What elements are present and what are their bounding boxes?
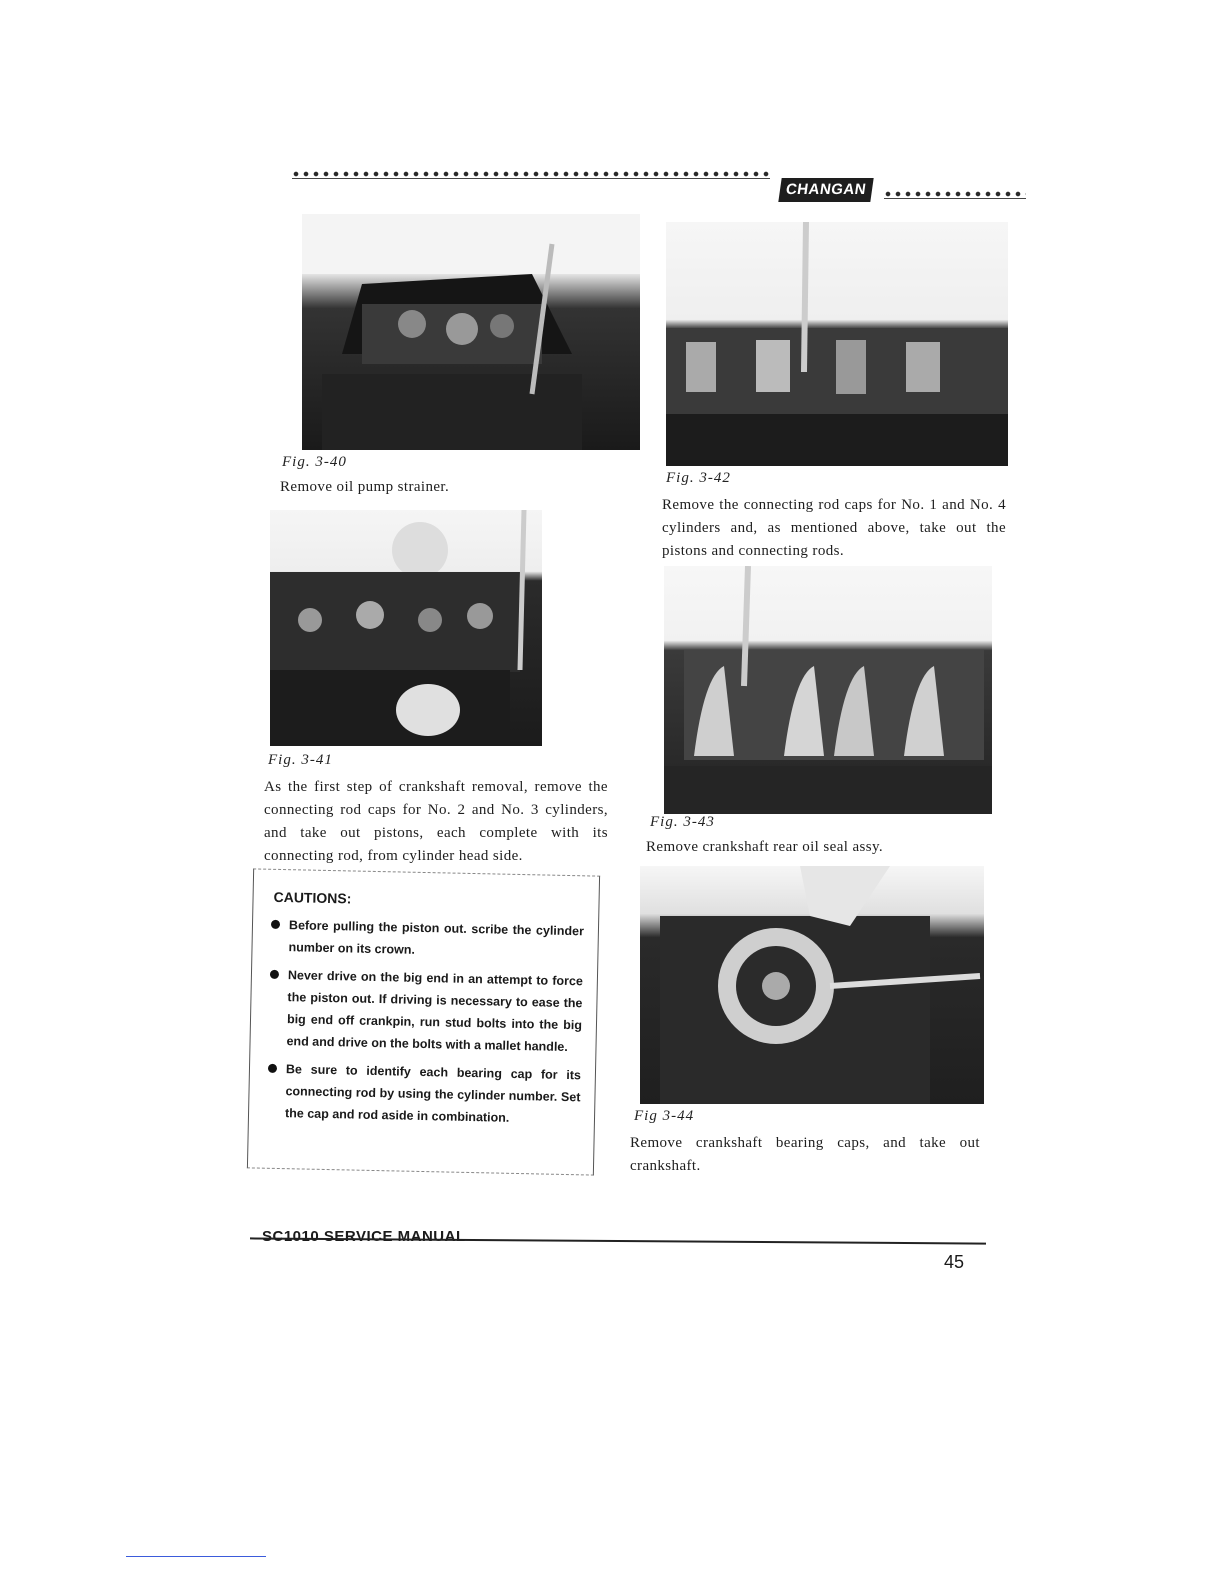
- header-ornament-left: [292, 170, 770, 179]
- figure-label: Fig 3-44: [634, 1108, 695, 1124]
- cautions-title: CAUTIONS:: [273, 888, 352, 907]
- photo-piston-removal: [270, 510, 542, 746]
- header-ornament-right: [884, 190, 1026, 199]
- photo-crankshaft-bearing-caps: [640, 866, 984, 1104]
- brand-logo: CHANGAN: [778, 178, 873, 202]
- figure-label: Fig. 3-42: [666, 470, 731, 486]
- figure-caption: Remove crankshaft rear oil seal assy.: [646, 839, 884, 855]
- cautions-list: [249, 913, 598, 1130]
- bottom-divider: [126, 1556, 266, 1557]
- figure-caption: Remove crankshaft bearing caps, and take out crankshaft.: [630, 1135, 980, 1174]
- manual-title: SC1010 SERVICE MANUAL: [262, 1228, 466, 1245]
- figure-label: Fig. 3-41: [268, 752, 333, 768]
- figure-caption: Remove oil pump strainer.: [280, 479, 450, 495]
- caution-item: Before pulling the piston out. scribe the cylinder number on its crown.: [270, 914, 584, 965]
- caution-item: Be sure to identify each bearing cap for its connecting rod by using the cylinder number. Set the cap and rod aside in combination.: [267, 1058, 581, 1131]
- figure-caption: Remove the connecting rod caps for No. 1 and No. 4 cylinders and, as mentioned above, take out the pistons and connecting rods.: [662, 497, 1006, 559]
- cautions-box: [247, 868, 600, 1175]
- page-number: 45: [944, 1252, 965, 1272]
- photo-rear-oil-seal: [664, 566, 992, 814]
- photo-oil-pump-strainer: [302, 214, 640, 450]
- caution-item: Never drive on the big end in an attempt to force the piston out. If driving is necessary to ease the big end off crankpin, run stud bolts into the big end and drive on the bolts with a mallet handle.: [268, 964, 583, 1059]
- photo-connecting-rod-caps: [666, 222, 1008, 466]
- figure-caption: As the first step of crankshaft removal, remove the connecting rod caps for No. 2 and No. 3 cylinders, and take out pistons, each complete with its connecting rod, from cylinder head side.: [264, 779, 608, 864]
- figure-label: Fig. 3-43: [650, 814, 715, 830]
- figure-label: Fig. 3-40: [282, 454, 347, 470]
